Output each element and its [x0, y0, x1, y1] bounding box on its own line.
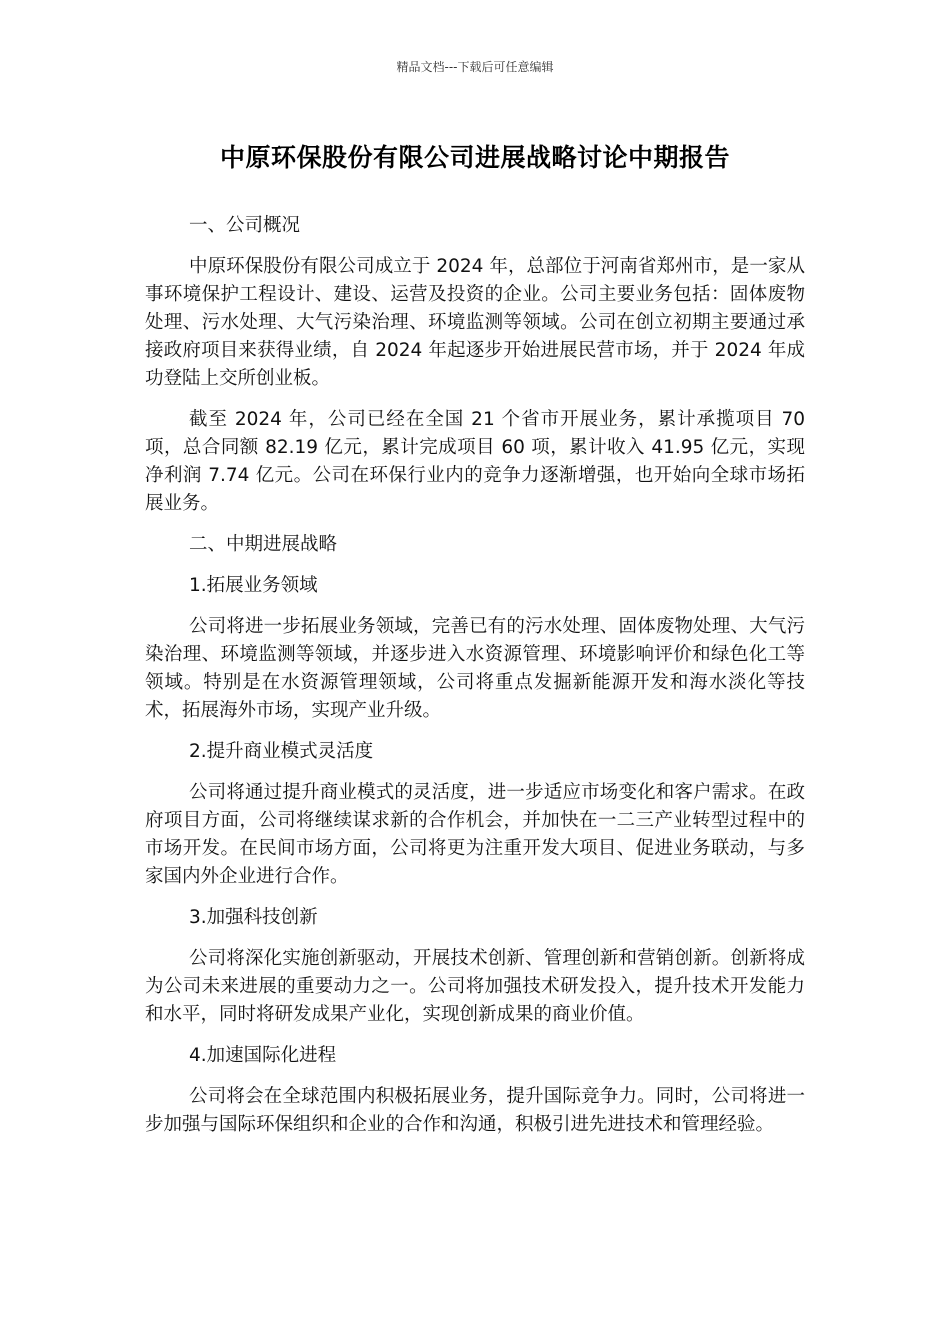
paragraph-expand-business: 公司将进一步拓展业务领域，完善已有的污水处理、固体废物处理、大气污染治理、环境监测等领域，并逐步进入水资源管理、环境影响评价和绿色化工等领域。特别是在水资源管理领域，公司将重点发掘新能源开发和海水淡化等技术，拓展海外市场，实现产业升级。 [145, 616, 805, 721]
subheading-business-model: 2.提升商业模式灵活度 [189, 741, 374, 762]
document-title: 中原环保股份有限公司进展战略讨论中期报告 [219, 143, 730, 172]
paragraph-overview-2: 截至 2024 年，公司已经在全国 21 个省市开展业务，累计承揽项目 70 项，总合同额 82.19 亿元，累计完成项目 60 项，累计收入 41.95 亿元，实现净利润 7.74 亿元。公司在环保行业内的竞争力逐渐增强，也开始向全球市场拓展业务。 [145, 409, 805, 514]
section-heading-overview: 一、公司概况 [189, 215, 301, 236]
document-body [145, 212, 805, 1152]
subheading-expand-business: 1.拓展业务领域 [189, 575, 318, 596]
paragraph-internationalization: 公司将会在全球范围内积极拓展业务，提升国际竞争力。同时，公司将进一步加强与国际环保组织和企业的合作和沟通，积极引进先进技术和管理经验。 [145, 1086, 805, 1135]
paragraph-overview-1: 中原环保股份有限公司成立于 2024 年，总部位于河南省郑州市，是一家从事环境保护工程设计、建设、运营及投资的企业。公司主要业务包括：固体废物处理、污水处理、大气污染治理、环境监测等领域。公司在创立初期主要通过承接政府项目来获得业绩，自 2024 年起逐步开始进展民营市场，并于 2024 年成功登陆上交所创业板。 [145, 256, 805, 389]
section-heading-strategy: 二、中期进展战略 [189, 534, 338, 555]
paragraph-business-model: 公司将通过提升商业模式的灵活度，进一步适应市场变化和客户需求。在政府项目方面，公司将继续谋求新的合作机会，并加快在一二三产业转型过程中的市场开发。在民间市场方面，公司将更为注重开发大项目、促进业务联动，与多家国内外企业进行合作。 [145, 782, 805, 887]
header-note: 精品文档---下载后可任意编辑 [396, 60, 554, 74]
paragraph-innovation: 公司将深化实施创新驱动，开展技术创新、管理创新和营销创新。创新将成为公司未来进展的重要动力之一。公司将加强技术研发投入，提升技术开发能力和水平，同时将研发成果产业化，实现创新成果的商业价值。 [145, 948, 805, 1025]
subheading-innovation: 3.加强科技创新 [189, 907, 318, 928]
subheading-internationalization: 4.加速国际化进程 [189, 1045, 337, 1066]
